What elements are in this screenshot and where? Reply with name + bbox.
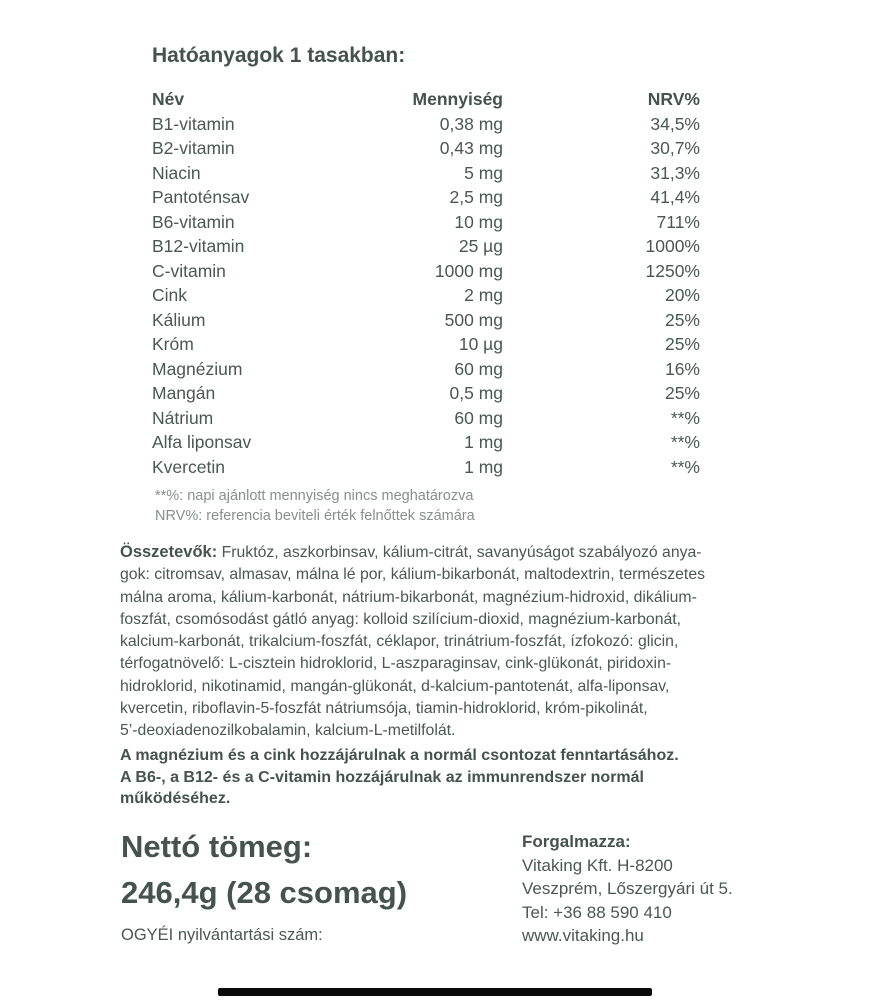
table-cell-quantity: 1000 mg bbox=[434, 260, 503, 281]
table-cell-quantity: 1 mg bbox=[464, 432, 503, 452]
claims-line: A magnézium és a cink hozzájárulnak a normál csontozat fenntartásához. bbox=[120, 747, 679, 764]
nutrient-table-body bbox=[152, 112, 700, 480]
table-row bbox=[152, 112, 700, 137]
ingredients-line: gok: citromsav, almasav, málna lé por, kálium-bikarbonát, maltodextrin, természetes bbox=[120, 566, 706, 584]
table-cell-quantity: 1 mg bbox=[464, 456, 503, 477]
table-cell-name: Pantoténsav bbox=[152, 187, 250, 207]
table-cell-name: B6-vitamin bbox=[152, 211, 235, 232]
table-cell-name: Magnézium bbox=[152, 358, 243, 379]
ingredients-first-line bbox=[120, 541, 744, 564]
table-cell-name: B12-vitamin bbox=[152, 236, 245, 256]
registration-number-label: OGYÉI nyilvántartási szám: bbox=[121, 926, 323, 944]
table-row bbox=[152, 308, 700, 333]
ingredients-label: Összetevők: bbox=[120, 543, 218, 561]
table-cell-name: Kvercetin bbox=[152, 456, 225, 477]
distributor-line: Veszprém, Lőszergyári út 5. bbox=[522, 879, 733, 898]
table-row bbox=[152, 455, 700, 480]
table-cell-nrv: 41,4% bbox=[650, 187, 700, 207]
table-cell-name: Nátrium bbox=[152, 407, 214, 428]
table-cell-quantity: 500 mg bbox=[444, 309, 503, 330]
table-cell-quantity: 10 mg bbox=[454, 211, 503, 232]
ingredients-line: hidroklorid, nikotinamid, mangán-glükonát, d-kalcium-pantotenát, alfa-liponsav, bbox=[120, 677, 670, 695]
table-header-row bbox=[152, 87, 700, 112]
table-cell-name: Alfa liponsav bbox=[152, 432, 252, 452]
table-cell-nrv: 25% bbox=[664, 309, 700, 330]
table-cell-quantity: 60 mg bbox=[454, 407, 503, 428]
column-header-quantity: Mennyiség bbox=[412, 89, 503, 109]
table-cell-nrv: 34,5% bbox=[650, 113, 700, 134]
table-cell-quantity: 25 µg bbox=[458, 236, 503, 256]
table-cell-quantity: 2 mg bbox=[464, 285, 503, 305]
table-cell-name: B1-vitamin bbox=[152, 113, 235, 134]
table-row bbox=[152, 136, 700, 161]
table-cell-nrv: 25% bbox=[664, 383, 700, 403]
ingredients-line: térfogatnövelő: L-cisztein hidroklorid, L-aszparaginsav, cink-glükonát, piridoxin- bbox=[120, 655, 672, 673]
table-cell-name: C-vitamin bbox=[152, 260, 226, 281]
table-cell-nrv: **% bbox=[670, 432, 700, 452]
table-cell-nrv: 30,7% bbox=[650, 138, 700, 158]
net-weight-label: Nettó tömeg: bbox=[121, 829, 313, 864]
table-cell-nrv: **% bbox=[670, 456, 700, 477]
distributor-lines bbox=[522, 854, 733, 948]
claims-line: működéséhez. bbox=[120, 790, 231, 807]
table-row bbox=[152, 332, 700, 357]
table-cell-name: Króm bbox=[152, 334, 194, 354]
table-cell-name: Kálium bbox=[152, 309, 206, 330]
table-row bbox=[152, 381, 700, 406]
table-row bbox=[152, 357, 700, 382]
table-cell-nrv: 1250% bbox=[645, 260, 700, 281]
distributor-line: www.vitaking.hu bbox=[522, 926, 644, 945]
ingredients-line: kvercetin, riboflavin-5-foszfát nátriumsója, tiamin-hidroklorid, króm-pikolinát, bbox=[120, 700, 648, 718]
table-cell-nrv: 20% bbox=[664, 285, 700, 305]
ingredients-line: málna aroma, kálium-karbonát, nátrium-bikarbonát, magnézium-hidroxid, dikálium- bbox=[120, 588, 697, 606]
distributor-line: Vitaking Kft. H-8200 bbox=[522, 855, 673, 875]
table-row bbox=[152, 185, 700, 210]
table-row bbox=[152, 283, 700, 308]
table-cell-quantity: 0,38 mg bbox=[439, 113, 503, 134]
distributor-label: Forgalmazza: bbox=[522, 832, 631, 851]
table-cell-nrv: 1000% bbox=[645, 236, 700, 256]
footnote-no-nrv: **%: napi ajánlott mennyiség nincs meghatározva bbox=[155, 488, 474, 504]
table-row bbox=[152, 406, 700, 431]
column-header-name: Név bbox=[152, 89, 185, 109]
table-cell-nrv: 31,3% bbox=[650, 162, 700, 183]
distributor-line: Tel: +36 88 590 410 bbox=[522, 902, 672, 922]
table-row bbox=[152, 161, 700, 186]
table-cell-quantity: 0,43 mg bbox=[439, 138, 503, 158]
table-cell-quantity: 10 µg bbox=[458, 334, 503, 354]
ingredients-line: foszfát, csomósodást gátló anyag: kolloid szilícium-dioxid, magnézium-karbonát, bbox=[120, 610, 682, 628]
table-cell-quantity: 60 mg bbox=[454, 358, 503, 379]
ingredients-extra-lines bbox=[120, 564, 744, 742]
footnote-nrv-definition: NRV%: referencia beviteli érték felnőttek számára bbox=[155, 508, 475, 524]
ingredients-line: 5’-deoxiadenozilkobalamin, kalcium-L-metilfolát. bbox=[120, 722, 456, 740]
table-cell-name: B2-vitamin bbox=[152, 138, 235, 158]
net-weight-block bbox=[121, 828, 407, 945]
ingredients-paragraph bbox=[120, 541, 744, 743]
table-cell-nrv: 25% bbox=[664, 334, 700, 354]
claims-paragraph bbox=[120, 745, 679, 810]
ingredients-line: Fruktóz, aszkorbinsav, kálium-citrát, savanyúságot szabályozó anya- bbox=[221, 544, 702, 561]
page-title: Hatóanyagok 1 tasakban: bbox=[152, 44, 406, 67]
nutrient-table bbox=[152, 87, 700, 479]
table-cell-nrv: 16% bbox=[664, 358, 700, 379]
table-cell-name: Mangán bbox=[152, 383, 216, 403]
table-cell-quantity: 0,5 mg bbox=[449, 383, 503, 403]
ingredients-line: kalcium-karbonát, trikalcium-foszfát, céklapor, trinátrium-foszfát, ízfokozó: glicin, bbox=[120, 633, 679, 651]
table-row bbox=[152, 210, 700, 235]
table-cell-name: Niacin bbox=[152, 162, 201, 183]
table-row bbox=[152, 234, 700, 259]
table-row bbox=[152, 430, 700, 455]
table-cell-name: Cink bbox=[152, 285, 188, 305]
table-row bbox=[152, 259, 700, 284]
distributor-block bbox=[522, 830, 733, 948]
table-cell-nrv: 711% bbox=[656, 211, 700, 232]
table-cell-nrv: **% bbox=[670, 407, 700, 428]
table-cell-quantity: 2,5 mg bbox=[449, 187, 503, 207]
claims-line: A B6-, a B12- és a C-vitamin hozzájárulnak az immunrendszer normál bbox=[120, 768, 644, 786]
column-header-nrv: NRV% bbox=[647, 89, 700, 109]
home-indicator-bar[interactable] bbox=[218, 988, 652, 996]
footnotes bbox=[155, 486, 475, 526]
net-weight-value: 246,4g (28 csomag) bbox=[121, 875, 408, 910]
table-cell-quantity: 5 mg bbox=[464, 162, 503, 183]
